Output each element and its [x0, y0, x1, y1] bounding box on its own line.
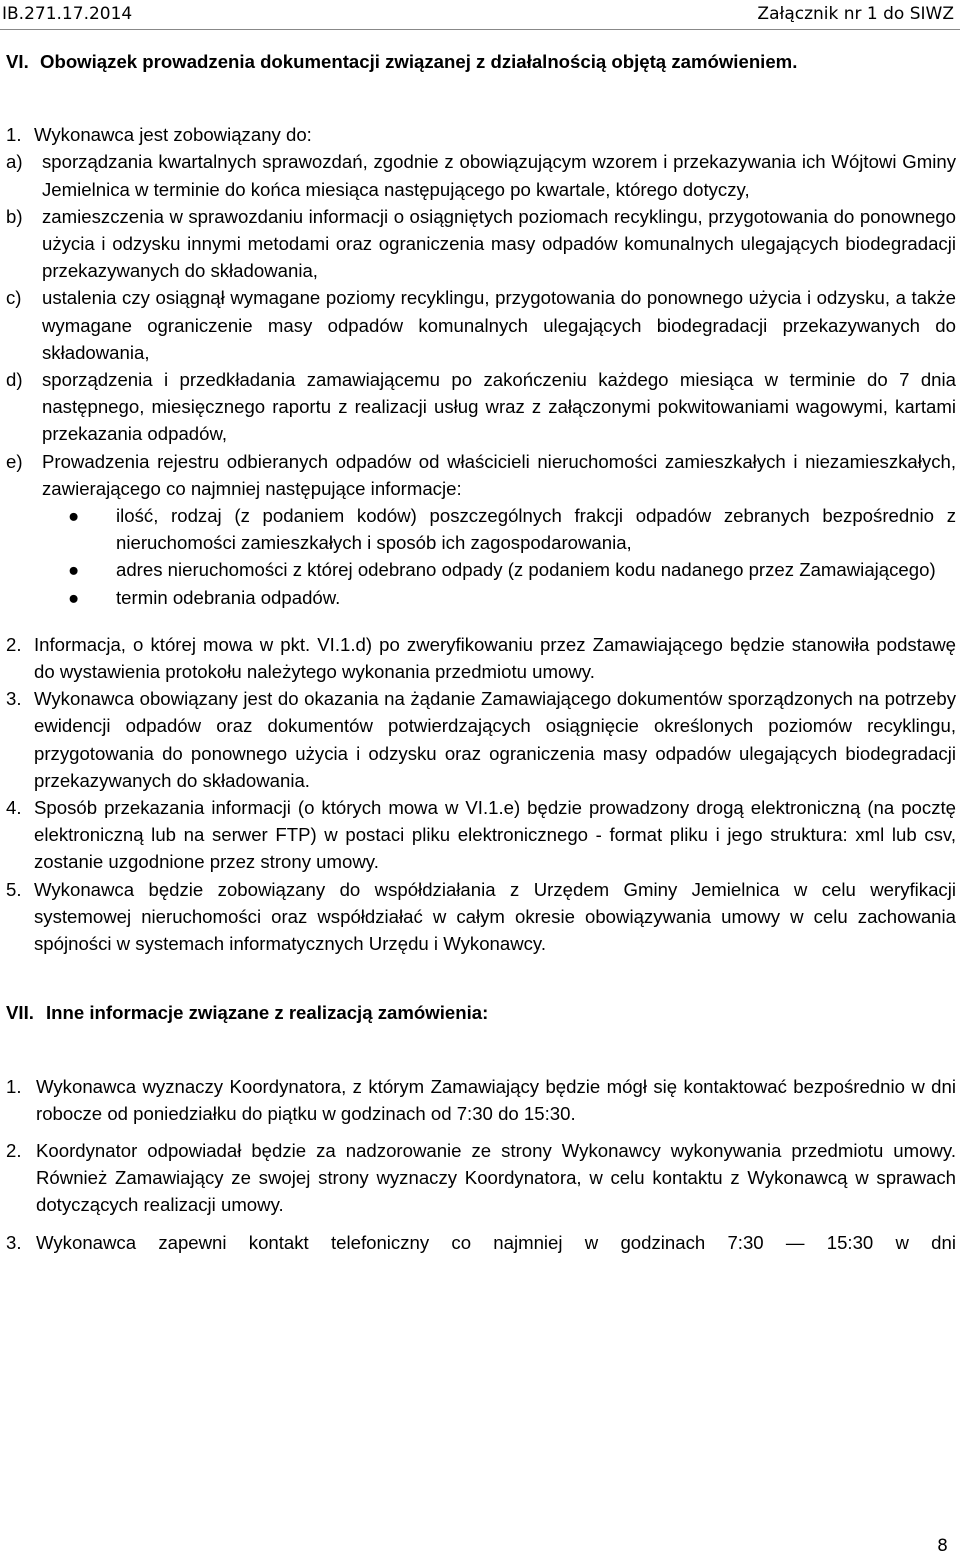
- bullet-icon: ●: [68, 559, 80, 581]
- bullet-icon: ●: [68, 586, 80, 608]
- item-number: 5.: [6, 878, 22, 900]
- bullet-item: [68, 502, 956, 556]
- sub-item-letter: a): [6, 151, 23, 173]
- document-body: [6, 48, 956, 1256]
- section-title: Obowiązek prowadzenia dokumentacji związanej z działalnością objętą zamówieniem.: [40, 51, 798, 72]
- sub-item-c: [6, 284, 956, 366]
- bullet-text: termin odebrania odpadów.: [116, 586, 341, 608]
- item-text: Koordynator odpowiadał będzie za nadzorowanie ze strony Wykonawcy wykonywania przedmiotu umowy. Również Zamawiający ze swojej strony wyznaczy Koordynatora, w celu kontaktu z Wykonawcą w sprawach dotyczących realizacji umowy.: [36, 1139, 956, 1216]
- sub-item-letter: d): [6, 369, 23, 391]
- section-6-item-1: [6, 121, 956, 148]
- sub-item-letter: e): [6, 450, 23, 472]
- section-7-item-2: [6, 1137, 956, 1219]
- item-text: Informacja, o której mowa w pkt. VI.1.d) po zweryfikowaniu przez Zamawiającego będzie stanowiła podstawę do wystawienia protokołu należytego wykonania przedmiotu umowy.: [34, 633, 956, 683]
- sub-item-d: [6, 366, 956, 448]
- bullet-item: [68, 584, 956, 611]
- sub-item-letter: c): [6, 287, 22, 309]
- sub-item-text: Prowadzenia rejestru odbieranych odpadów od właścicieli nieruchomości zamieszkałych i niezamieszkałych, zawierającego co najmniej następujące informacje:: [42, 450, 956, 499]
- attachment-label: Załącznik nr 1 do SIWZ: [757, 4, 954, 24]
- item-number: 3.: [6, 688, 22, 710]
- item-number: 3.: [6, 1231, 22, 1253]
- page-number: 8: [937, 1536, 948, 1556]
- item-number: 2.: [6, 633, 22, 655]
- document-reference: IB.271.17.2014: [2, 4, 133, 24]
- section-6-item-5: [6, 876, 956, 958]
- sub-item-text: sporządzania kwartalnych sprawozdań, zgodnie z obowiązującym wzorem i przekazywania ich Wójtowi Gminy Jemielnica w terminie do końca miesiąca następującego po kwartale, którego dotyczy,: [42, 151, 956, 200]
- section-title: Inne informacje związane z realizacją zamówienia:: [46, 1002, 489, 1024]
- item-number: 2.: [6, 1139, 22, 1161]
- item-text: Wykonawca obowiązany jest do okazania na żądanie Zamawiającego dokumentów sporządzonych na potrzeby ewidencji odpadów oraz dokumentów potwierdzających osiągnięcie określonych poziomów recyklingu, przygotowania do ponownego użycia i odzysku oraz ograniczenia masy odpadów ulegających biodegradacji przekazywanych do składowania.: [34, 688, 956, 791]
- section-7-heading: [6, 999, 956, 1026]
- section-6-item-4: [6, 794, 956, 876]
- sub-item-text: ustalenia czy osiągnął wymagane poziomy recyklingu, przygotowania do ponownego użycia i odzysku, a także wymagane ograniczenie masy odpadów komunalnych ulegających biodegradacji przekazywanych do składowania,: [42, 287, 956, 363]
- sub-item-e: [6, 448, 956, 502]
- item-text: Wykonawca zapewni kontakt telefoniczny co najmniej w godzinach 7:30 — 15:30 w dni: [36, 1231, 956, 1253]
- section-number: VI.: [6, 51, 29, 72]
- bullet-item: [68, 556, 956, 583]
- section-7-item-1: [6, 1073, 956, 1127]
- item-number: 1.: [6, 1075, 22, 1097]
- header-divider: [0, 29, 960, 30]
- item-text: Wykonawca będzie zobowiązany do współdziałania z Urzędem Gminy Jemielnica w celu weryfikacji systemowej nieruchomości oraz współdziałać w całym okresie obowiązywania umowy w celu zachowania spójności w systemach informatycznych Urzędu i Wykonawcy.: [34, 878, 956, 955]
- bullet-text: ilość, rodzaj (z podaniem kodów) poszczególnych frakcji odpadów zebranych bezpośrednio z nieruchomości zamieszkałych i sposób ich zagospodarowania,: [116, 505, 956, 554]
- item-text: Sposób przekazania informacji (o których mowa w VI.1.e) będzie prowadzony drogą elektroniczną (na pocztę elektroniczną lub na serwer FTP) w postaci pliku elektronicznego - format pliku i jego struktura: xml lub csv, zostanie uzgodnione przez strony umowy.: [34, 797, 956, 873]
- section-6-item-2: [6, 631, 956, 685]
- sub-item-a: [6, 148, 956, 202]
- bullet-icon: ●: [68, 505, 80, 527]
- item-number: 4.: [6, 797, 22, 819]
- item-number: 1.: [6, 124, 22, 146]
- item-text: Wykonawca wyznaczy Koordynatora, z którym Zamawiający będzie mógł się kontaktować bezpośrednio w dni robocze od poniedziałku do piątku w godzinach od 7:30 do 15:30.: [36, 1075, 956, 1124]
- section-6-heading: [6, 48, 956, 75]
- section-number: VII.: [6, 1002, 34, 1024]
- section-7-item-3: [6, 1229, 956, 1256]
- sub-item-letter: b): [6, 205, 23, 227]
- section-6-item-3: [6, 685, 956, 794]
- sub-item-b: [6, 203, 956, 285]
- sub-item-text: zamieszczenia w sprawozdaniu informacji o osiągniętych poziomach recyklingu, przygotowania do ponownego użycia i odzysku innymi metodami oraz ograniczenia masy odpadów komunalnych ulegających biodegradacji przekazywanych do składowania,: [42, 205, 956, 282]
- sub-item-text: sporządzenia i przedkładania zamawiającemu po zakończeniu każdego miesiąca w terminie do 7 dnia następnego, miesięcznego raportu z realizacji usług wraz z załączonymi pokwitowaniami wagowymi, kartami przekazania odpadów,: [42, 369, 956, 445]
- item-text: Wykonawca jest zobowiązany do:: [34, 124, 312, 146]
- bullet-text: adres nieruchomości z której odebrano odpady (z podaniem kodu nadanego przez Zamawiającego): [116, 559, 936, 581]
